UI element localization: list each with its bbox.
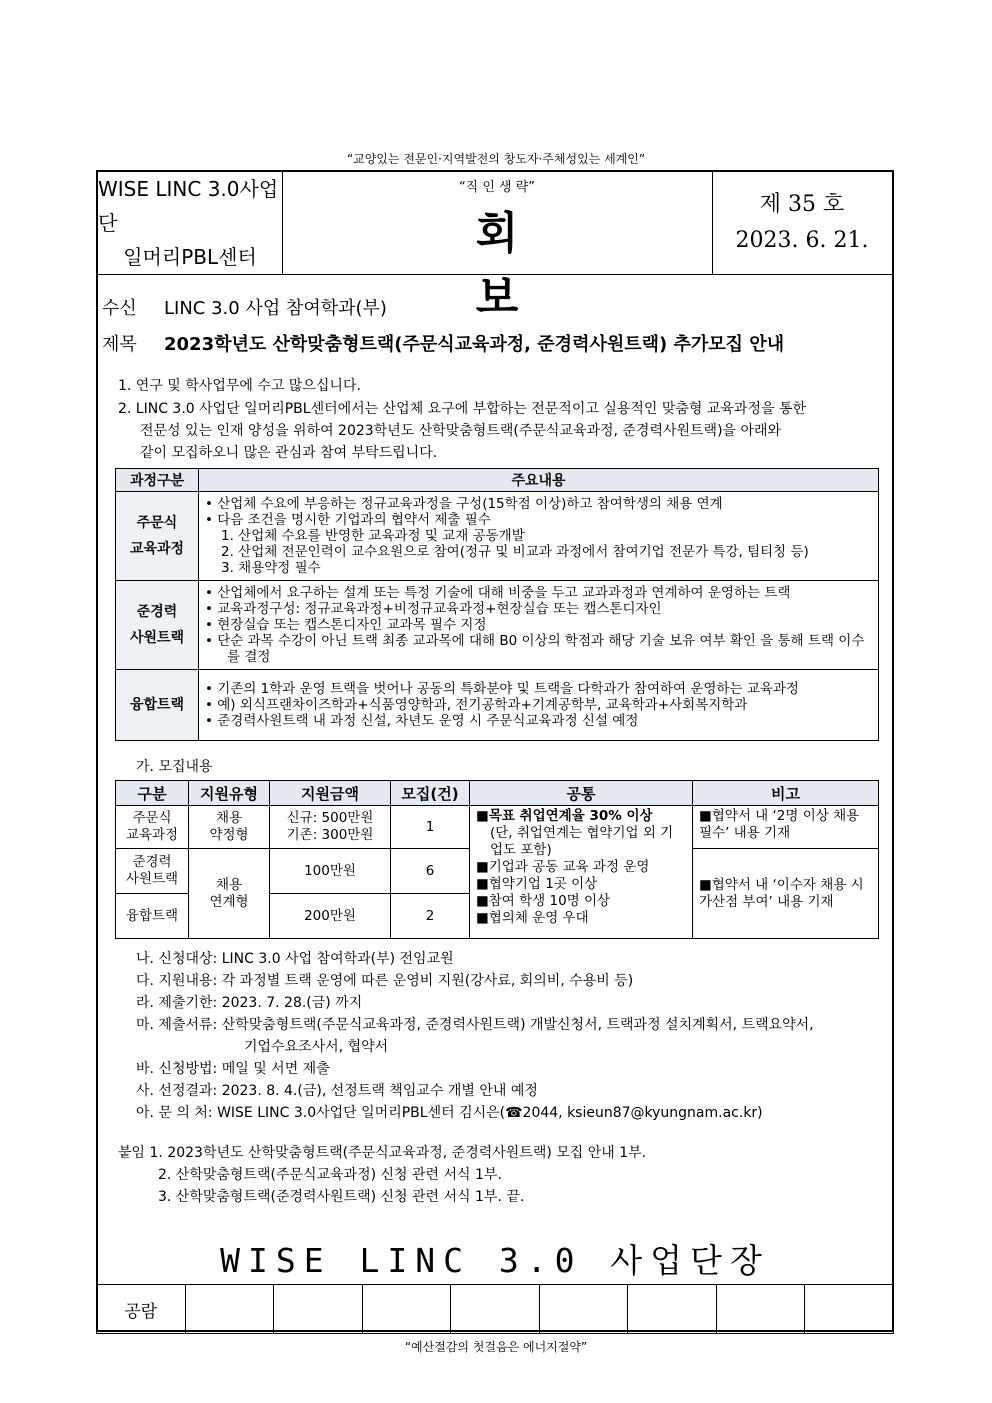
recruit-count: 6 — [391, 849, 470, 894]
recruit-amount: 200만원 — [270, 894, 391, 939]
list-item: • 현장실습 또는 캡스톤디자인 교과목 필수 지정 — [205, 617, 487, 633]
recruit-header: 지원금액 — [270, 781, 391, 806]
subject: 2023학년도 산학맞춤형트랙(주문식교육과정, 준경력사원트랙) 추가모집 안내 — [164, 334, 785, 355]
item-text: LINC 3.0 사업 참여학과(부) 전임교원 — [221, 951, 454, 967]
recruit-type: 채용 약정형 — [189, 806, 270, 849]
item-label: 다. 지원내용: — [136, 973, 218, 989]
list-item: • 예) 외식프랜차이즈학과+식품영양학과, 전기공학과+기계공학부, 교육학과+사회복지학과 — [205, 697, 748, 713]
item-label: 나. 신청대상: — [136, 951, 218, 967]
recipient-label: 수신 — [102, 298, 137, 319]
track-header-category: 과정구분 — [116, 469, 199, 492]
recruit-header: 구분 — [116, 781, 189, 806]
org-line1: WISE LINC 3.0사업단 — [98, 177, 279, 235]
recruit-amount: 신규: 500만원 기존: 300만원 — [270, 806, 391, 849]
list-item — [136, 970, 633, 990]
item-text: 2023. 8. 4.(금), 선정트랙 책임교수 개별 안내 예정 — [221, 1083, 538, 1099]
item-text: WISE LINC 3.0사업단 일머리PBL센터 김시은(☎2044, ksieun87@kyungnam.ac.kr) — [217, 1105, 763, 1121]
attachment: 2. 산학맞춤형트랙(주문식교육과정) 신청 관련 서식 1부. — [158, 1167, 502, 1183]
recipient-line — [102, 294, 387, 320]
doc-title: 회 보 — [475, 208, 609, 323]
recruit-header: 공통 — [470, 781, 693, 806]
list-item: (단, 취업연계는 협약기업 외 기업도 포함) — [490, 825, 674, 858]
recruit-cat: 준경력 사원트랙 — [116, 849, 189, 894]
list-item: 3. 채용약정 필수 — [221, 560, 321, 576]
item-text: 메일 및 서면 제출 — [221, 1061, 330, 1077]
list-item: • 기존의 1학과 운영 트랙을 벗어나 공동의 특화분야 및 트랙을 다학과가 참여하여 운영하는 교육과정 — [205, 681, 799, 697]
track-cat-line1: 융합트랙 — [129, 697, 185, 713]
list-item: ■협약기업 1곳 이상 — [476, 876, 598, 892]
attachment: 3. 산학맞춤형트랙(준경력사원트랙) 신청 관련 서식 1부. 끝. — [158, 1189, 525, 1205]
paragraph-1: 1. 연구 및 학사업무에 수고 많으십니다. — [118, 378, 361, 394]
recruit-count: 2 — [391, 894, 470, 939]
recruit-note: ■협약서 내 ‘2명 이상 채용 필수’ 내용 기재 — [693, 806, 879, 849]
approval-cell — [805, 1285, 894, 1334]
item-label: 라. 제출기한: — [136, 995, 218, 1011]
list-item: • 다음 조건을 명시한 기업과의 협약서 제출 필수 — [205, 512, 491, 528]
list-item — [136, 948, 454, 968]
list-item — [136, 1102, 763, 1122]
item-label: 사. 선정결과: — [136, 1083, 218, 1099]
list-item — [136, 1058, 330, 1078]
table-row — [116, 581, 879, 670]
approval-label: 공람 — [97, 1285, 186, 1334]
item-text: 각 과정별 트랙 운영에 따른 운영비 지원(강사료, 회의비, 수용비 등) — [221, 973, 634, 989]
list-item: ■목표 취업연계율 30% 이상 — [476, 808, 653, 824]
title-block — [282, 172, 713, 323]
approval-cell — [451, 1285, 540, 1334]
recruit-note: ■협약서 내 ‘이수자 채용 시 가산점 부여’ 내용 기재 — [693, 849, 879, 939]
track-header-content: 주요내용 — [199, 469, 879, 492]
item-label: 마. 제출서류: — [136, 1017, 218, 1033]
bottom-motto: “예산절감의 첫걸음은 에너지절약” — [404, 1340, 588, 1354]
item-label: 바. 신청방법: — [136, 1061, 218, 1077]
approval-cell — [185, 1285, 274, 1334]
track-content — [199, 492, 879, 581]
table-row — [116, 806, 879, 849]
recruit-table — [115, 780, 879, 939]
track-content — [199, 670, 879, 741]
recruit-title: 가. 모집내용 — [136, 759, 213, 775]
recipient: LINC 3.0 사업 참여학과(부) — [164, 298, 387, 319]
track-cat — [116, 581, 199, 670]
approval-cell — [539, 1285, 628, 1334]
document-frame — [96, 170, 894, 1332]
track-cat — [116, 492, 199, 581]
list-item: • 교육과정구성: 정규교육과정+비정규교육과정+현장실습 또는 캡스톤디자인 — [205, 601, 662, 617]
paragraph-2b: 전문성 있는 인재 양성을 위하여 2023학년도 산학맞춤형트랙(주문식교육과정, 준경력사원트랙)을 아래와 — [140, 423, 782, 439]
approval-cell — [716, 1285, 805, 1334]
subject-line — [102, 330, 784, 356]
list-item: ■참여 학생 10명 이상 — [476, 893, 611, 909]
list-item — [136, 1014, 814, 1034]
list-item: ■기업과 공동 교육 과정 운영 — [476, 859, 650, 875]
organization — [98, 172, 283, 274]
track-content — [199, 581, 879, 670]
list-item — [136, 1080, 538, 1100]
doc-number-block — [712, 172, 892, 274]
list-item: • 산업체에서 요구하는 설계 또는 특정 기술에 대해 비중을 두고 교과과정과 연계하여 운영하는 트랙 — [205, 585, 791, 601]
list-item: 2. 산업체 전문인력이 교수요원으로 참여(정규 및 비교과 과정에서 참여기업 전문가 특강, 팀티칭 등) — [221, 544, 809, 560]
subject-label: 제목 — [102, 334, 137, 355]
top-motto: “교양있는 전문인·지역발전의 창도자·주체성있는 세계인” — [346, 152, 646, 166]
recruit-count: 1 — [391, 806, 470, 849]
list-item: 기업수요조사서, 협약서 — [244, 1039, 389, 1055]
track-cat-line1: 준경력 — [136, 604, 178, 620]
recruit-amount: 100만원 — [270, 849, 391, 894]
item-text: 2023. 7. 28.(금) 까지 — [221, 995, 363, 1011]
track-cat — [116, 670, 199, 741]
recruit-cat: 융합트랙 — [116, 894, 189, 939]
approval-cell — [274, 1285, 363, 1334]
approval-table — [96, 1284, 894, 1334]
paragraph-2c: 같이 모집하오니 많은 관심과 참여 부탁드립니다. — [140, 445, 438, 461]
approval-cell — [628, 1285, 717, 1334]
track-cat-line2: 교육과정 — [129, 541, 185, 557]
paragraph-2: 2. LINC 3.0 사업단 일머리PBL센터에서는 산업체 요구에 부합하는 전문적이고 실용적인 맞춤형 교육과정을 통한 — [118, 401, 807, 417]
item-text: 산학맞춤형트랙(주문식교육과정, 준경력사원트랙) 개발신청서, 트랙과정 설치계획서, 트랙요약서, — [221, 1017, 814, 1033]
slogan: “직 인 생 략” — [458, 180, 536, 195]
signature: WISE LINC 3.0 사업단장 — [220, 1241, 770, 1280]
list-item: • 단순 과목 수강이 아닌 트랙 최종 교과목에 대해 B0 이상의 학점과 해당 기술 보유 여부 확인 을 통해 트랙 이수를 결정 — [205, 633, 865, 665]
approval-cell — [362, 1285, 451, 1334]
recruit-common — [470, 806, 693, 939]
recruit-header: 지원유형 — [189, 781, 270, 806]
recruit-cat: 주문식 교육과정 — [116, 806, 189, 849]
attachment-line-1 — [118, 1142, 646, 1162]
org-line2: 일머리PBL센터 — [123, 245, 257, 269]
attachment: 1. 2023학년도 산학맞춤형트랙(주문식교육과정, 준경력사원트랙) 모집 안내 1부. — [149, 1145, 647, 1161]
item-label: 아. 문 의 처: — [136, 1105, 213, 1121]
recruit-header: 비고 — [693, 781, 879, 806]
track-cat-line2: 사원트랙 — [129, 630, 185, 646]
recruit-type: 채용 연계형 — [189, 849, 270, 939]
track-cat-line1: 주문식 — [136, 515, 178, 531]
list-item: ■협의체 운영 우대 — [476, 910, 589, 926]
doc-date: 2023. 6. 21. — [735, 228, 869, 253]
recruit-header: 모집(건) — [391, 781, 470, 806]
list-item: 1. 산업체 수요를 반영한 교육과정 및 교재 공동개발 — [221, 528, 525, 544]
attach-label: 붙임 — [118, 1145, 146, 1161]
list-item: • 준경력사원트랙 내 과정 신설, 차년도 운영 시 주문식교육과정 신설 예정 — [205, 713, 639, 729]
list-item: • 산업체 수요에 부응하는 정규교육과정을 구성(15학점 이상)하고 참여학생의 채용 연계 — [205, 496, 723, 512]
track-table — [115, 468, 879, 741]
table-row — [116, 492, 879, 581]
list-item — [136, 992, 362, 1012]
doc-number: 제 35 호 — [759, 192, 845, 217]
table-row — [116, 670, 879, 741]
